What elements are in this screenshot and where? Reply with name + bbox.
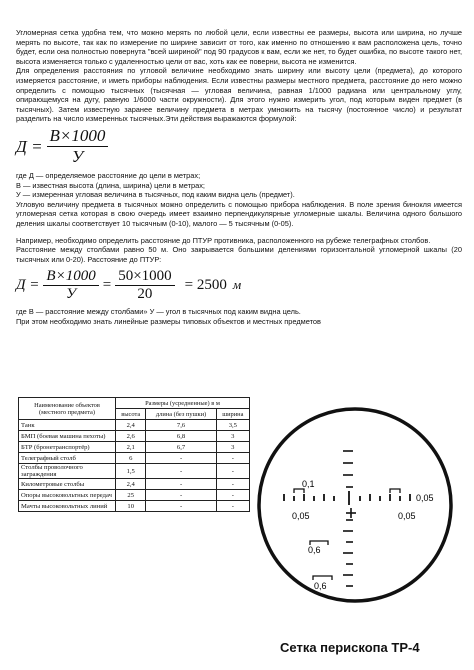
table-row [19, 453, 250, 464]
periscope-reticle [250, 405, 470, 667]
reticle-label-0-05-left: 0,05 [292, 511, 310, 521]
paragraph-sizes: При этом необходимо знать линейные размеры типовых объектов и местных предметов [16, 316, 321, 326]
table-row [19, 490, 250, 501]
legend-d: где Д — определяемое расстояние до цели в метрах; [16, 170, 201, 180]
cell-height: 25 [116, 490, 146, 501]
header-sizes: Размеры (усредненные) в м [116, 398, 250, 409]
cell-width: - [216, 464, 249, 479]
reticle-caption: Сетка перископа ТР-4 [280, 640, 420, 655]
cell-name: Танк [19, 420, 116, 431]
formula-denominator: У [71, 147, 84, 167]
paragraph-example: Например, необходимо определить расстояние до ПТУР противника, расположенного на рубеже телеграфных столбов. [16, 235, 431, 245]
cell-width: - [216, 490, 249, 501]
cell-height: 6 [116, 453, 146, 464]
reticle-label-0-05-lower: 0,05 [398, 511, 416, 521]
range-brackets [294, 489, 400, 580]
reticle-label-0-05-right: 0,05 [416, 493, 434, 503]
formula2-denominator-2: 20 [137, 285, 153, 302]
legend-u: У — измеренная угловая величина в тысячных, под каким видна цель (предмет). [16, 190, 295, 200]
table-row [19, 442, 250, 453]
table-row [19, 501, 250, 512]
formula-distance [16, 127, 462, 167]
cell-length: - [146, 490, 216, 501]
reticle-label-0-6-upper: 0,6 [308, 545, 321, 555]
formula2-unit: м [232, 277, 242, 293]
cell-name: БМП (боевая машина пехоты) [19, 431, 116, 442]
cell-length: 7,6 [146, 420, 216, 431]
formula2-result: = 2500 [184, 276, 227, 293]
table-header-row [19, 398, 250, 409]
cell-name: Мачты высоковольтных линий [19, 501, 116, 512]
cell-width: 3 [216, 431, 249, 442]
formula2-fraction-2 [115, 268, 174, 303]
document-body [16, 28, 462, 326]
cell-height: 2,4 [116, 479, 146, 490]
legend-b: В — известная высота (длина, ширина) цели в метрах; [16, 180, 205, 190]
center-mark [346, 508, 356, 518]
paragraph-binocular: Угловую величину предмета в тысячных можно определить с помощью прибора наблюдения. В поле зрения бинокля имеется угломерная сетка которая в свою очередь имеет взаимно перпендикулярные угломерные шкалы. Величина одного большого деления шкалы соответствует 10 тысячным (0-10), малого — 5 тысячным (0-05). [16, 199, 462, 228]
table-row [19, 464, 250, 479]
cell-height: 2,1 [116, 442, 146, 453]
formula-numerator: В×1000 [47, 126, 109, 147]
cell-length: - [146, 464, 216, 479]
formula2-fraction-1 [43, 268, 98, 303]
header-height: высота [116, 409, 146, 420]
cell-name: Километровые столбы [19, 479, 116, 490]
formula2-equals: = [102, 276, 112, 293]
cell-width: - [216, 479, 249, 490]
cell-width: 3 [216, 442, 249, 453]
cell-height: 1,5 [116, 464, 146, 479]
cell-length: - [146, 479, 216, 490]
legend-example: где В — расстояние между столбами» У — угол в тысячных под каким видна цель. [16, 307, 301, 317]
reticle-ring [259, 409, 451, 601]
cell-name: Опоры высоковольтных передач [19, 490, 116, 501]
formula2-numerator-2: 50×1000 [115, 268, 174, 286]
reticle-label-0-6-lower: 0,6 [314, 581, 327, 591]
table-row [19, 431, 250, 442]
paragraph-intro: Угломерная сетка удобна тем, что можно мерять по любой цели, если известны ее размеры, высота или ширина, но лучше мерять по высоте, так как по измерение по ширине зависит от того, как именно по отношению к вам расположена цель, точно будет, если она полностью повернута "всей шириной" под 90 градусов к вам, если же нет, то будет ошибка, по высоте такого нет, высота изменяется только с удаленностью цели от вас, хоть как ее поверни, высота не изменится. [16, 28, 462, 66]
formula2-denominator-1: У [66, 285, 77, 302]
table-row [19, 420, 250, 431]
formula-fraction [47, 126, 109, 167]
cell-width: - [216, 453, 249, 464]
header-width: ширина [216, 409, 249, 420]
vertical-scale [343, 451, 353, 586]
formula-lhs: Д = [16, 136, 43, 156]
cell-name: Телеграфный столб [19, 453, 116, 464]
cell-length: 6,7 [146, 442, 216, 453]
cell-length: - [146, 501, 216, 512]
cell-height: 2,4 [116, 420, 146, 431]
paragraph-method: Для определения расстояния по угловой величине необходимо знать ширину или высоту цели (предмета), до которого измеряется расстояние, и иметь приборы наблюдения. Если известны размеры местного предмета, расстояние до него можно определить с помощью тысячных (тысячная — угловая величина, равная 1/1000 радиана или центральному углу, опирающемуся на дугу, равную 1/6000 части окружности). Для этого нужно измерить угол, под которым виден предмет (в тысячных). Затем известную заранее величину предмета в метрах умножить на тысячу (постоянное число) и результат разделить на число измеренных тысячных.Эти действия выражаются формулой: [16, 66, 462, 124]
formula2-numerator-1: В×1000 [43, 268, 98, 286]
horizontal-scale [284, 491, 410, 505]
object-sizes-table [18, 397, 250, 512]
cell-name: Столбы проволочного заграждения [19, 464, 116, 479]
cell-height: 2,6 [116, 431, 146, 442]
formula-example [16, 266, 462, 304]
reticle-label-0-1: 0,1 [302, 479, 315, 489]
cell-length: - [146, 453, 216, 464]
cell-length: 6,8 [146, 431, 216, 442]
formula2-lhs: Д = [16, 276, 40, 293]
header-name: Наименование объектов (местного предмета) [19, 398, 116, 420]
header-length: длина (без пушки) [146, 409, 216, 420]
table-row [19, 479, 250, 490]
cell-width: - [216, 501, 249, 512]
cell-height: 10 [116, 501, 146, 512]
cell-width: 3,5 [216, 420, 249, 431]
cell-name: БТР (бронетранспортёр) [19, 442, 116, 453]
paragraph-example-2: Расстояние между столбами равно 50 м. Оно закрывается большими делениями горизонтальной угломерной шкалы (20 тысячных или 0-20). Расстояние до ПТУР: [16, 245, 462, 264]
